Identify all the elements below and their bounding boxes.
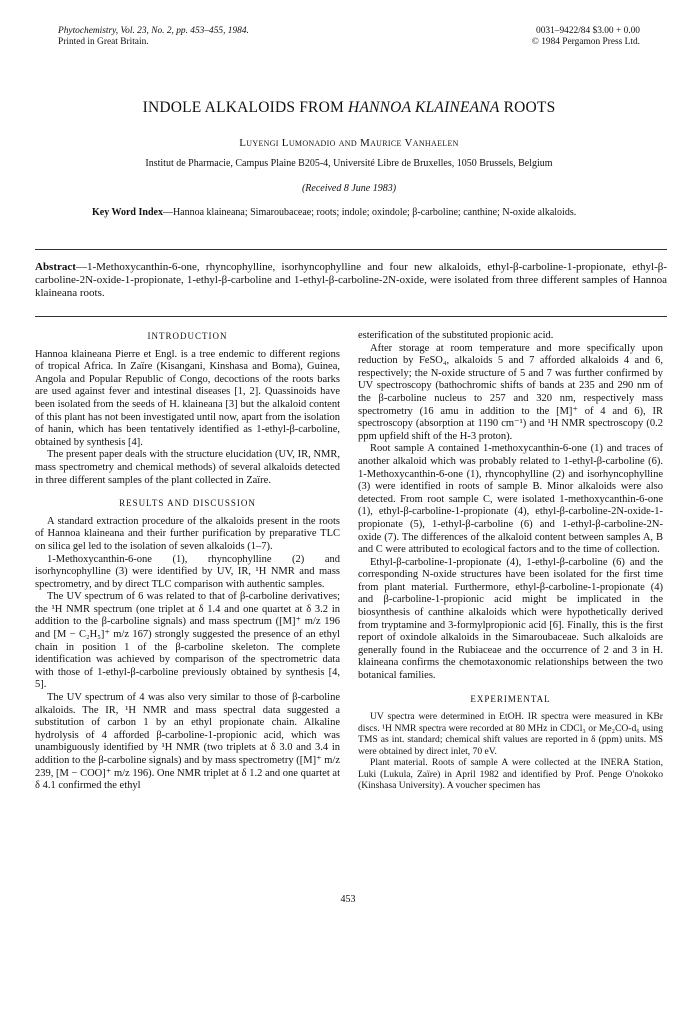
section-heading-results: RESULTS AND DISCUSSION (119, 498, 256, 509)
article-code: 0031–9422/84 $3.00 + 0.00 (536, 26, 640, 36)
paragraph: Hannoa klaineana Pierre et Engl. is a tree endemic to different regions of tropical Africa. In Zaïre (Kisangani, Kinshasa and Boma), Guinea, Angola and Popular Republic of Congo, decoctions of the roots barks are used against fever and intestinal diseases [1, 2]. Quassinoids have been isolated from the seeds of H. klaineana [3] but the alkaloid content of this plant has not been investigated until now, apart from the isolation of hanin, which has been tentatively identified as 1-ethyl-β-carboline, obtained by synthesis [4]. (35, 348, 340, 448)
keywords (92, 207, 612, 219)
divider-bottom (35, 316, 667, 317)
keywords-text: —Hannoa klaineana; Simaroubaceae; roots; indole; oxindole; β-carboline; canthine; N-oxide alkaloids. (162, 207, 577, 218)
authors: Luyengi Lumonadio and Maurice Vanhaelen (239, 137, 459, 149)
paragraph: UV spectra were determined in EtOH. IR spectra were measured in KBr discs. ¹H NMR spectra were recorded at 80 MHz in CDCl₃ or Me₂CO-d₆ using TMS as int. standard; chemical shift values are reported in δ (ppm) units. MS were obtained by direct inlet, 70 eV. (358, 711, 663, 757)
paragraph: After storage at room temperature and more specifically upon reduction by FeSO₄, alkaloids 5 and 7 afforded alkaloids 4 and 6, respectively; the N-oxide structure of 5 and 7 was further confirmed by UV spectroscopy (bathochromic shifts of bands at 235 and 290 nm of the β-carboline nucleus to 257 and 320 nm, respectively mass spectrometry (16 amu in addition to the [M]⁺ of 4 and 6), IR spectroscopy (absorption at 1190 cm⁻¹) and ¹H NMR spectroscopy (0.2 ppm upfield shift of the H-3 proton). (358, 342, 663, 442)
copyright: © 1984 Pergamon Press Ltd. (531, 37, 640, 47)
affiliation: Institut de Pharmacie, Campus Plaine B205-4, Université Libre de Bruxelles, 1050 Brussels, Belgium (145, 158, 553, 169)
title-species: HANNOA KLAINEANA (348, 99, 500, 116)
divider-top (35, 249, 667, 250)
paragraph: The UV spectrum of 6 was related to that of β-carboline derivatives; the ¹H NMR spectrum (one triplet at δ 1.4 and one quartet at δ 3.2 in addition to the β-carboline signals) and mass spectrum ([M]⁺ m/z 196 and [M − C₂H₅]⁺ m/z 167) strongly suggested the presence of an ethyl chain in position 1 of the β-carboline skeleton. The complete identification was achieved by comparison of the spectrometric data with those of 1-ethyl-β-carboline previously obtained by synthesis [4, 5]. (35, 591, 340, 691)
paragraph: A standard extraction procedure of the alkaloids present in the roots of Hannoa klaineana and their further purification by preparative TLC on silica gel led to the isolation of seven alkaloids (1–7). (35, 515, 340, 552)
page-number: 453 (340, 894, 356, 905)
abstract-label: Abstract (35, 261, 76, 273)
printed-note: Printed in Great Britain. (58, 37, 149, 47)
paragraph: 1-Methoxycanthin-6-one (1), rhyncophylline (2) and isorhyncophylline (3) were identified by UV, IR, ¹H NMR and mass spectrometry, and by direct TLC comparison with authentic samples. (35, 553, 340, 590)
journal-citation: Phytochemistry, Vol. 23, No. 2, pp. 453–455, 1984. (58, 26, 249, 36)
paragraph: esterification of the substituted propionic acid. (358, 330, 554, 341)
abstract (35, 261, 667, 300)
paragraph: The present paper deals with the structure elucidation (UV, IR, NMR, mass spectrometry and chemical methods) of several alkaloids detected in three different samples of the plant collected in Zaïre. (35, 449, 340, 486)
paragraph: Ethyl-β-carboline-1-propionate (4), 1-ethyl-β-carboline (6) and the corresponding N-oxide structures have been isolated for the first time from plant material. Furthermore, ethyl-β-carboline-1-propionate (4) and β-carboline-1-propionic acid might be implicated in the biosynthesis of canthine alkaloids which were hypothetically derived from tryptamine and 3-formylpropionic acid [6]. Finally, this is the first report of oxindole alkaloids in the Simaroubaceae. Such alkaloids are generally found in the Rubiaceae and the occurrence of 2 and 3 in H. klaineana confirms the chemotaxonomic relationships between the two botanical families. (358, 556, 663, 682)
section-heading-experimental: EXPERIMENTAL (470, 693, 551, 704)
right-column (358, 330, 663, 792)
received-date: (Received 8 June 1983) (301, 183, 397, 194)
keywords-label: Key Word Index (92, 207, 163, 218)
left-column (35, 330, 340, 793)
paragraph: Root sample A contained 1-methoxycanthin-6-one (1) and traces of another alkaloid which was probably related to 1-ethyl-β-carboline (6). 1-Methoxycanthin-6-one (1), rhyncophylline (2) and isorhyncophylline (3) were identified in roots of sample B. Minor alkaloids were also detected. From root sample C, were isolated 1-methoxycanthin-6-one (1), ethyl-β-carboline-1-propionate (4), ethyl-β-carboline-2N-oxide-1-propionate (5), 1-ethyl-β-carboline (6) and 1-ethyl-β-carboline-2N-oxide (7). The differences of the alkaloid content between samples A, B and C were attributed to ecological factors and to the time of collection. (358, 443, 663, 556)
paragraph: The UV spectrum of 4 was also very similar to those of β-carboline alkaloids. The IR, ¹H NMR and mass spectral data suggested a substitution of carbon 1 by an ethyl propionate chain. Alkaline hydrolysis of 4 afforded β-carboline-1-propionic acid, which was unambiguously identified by ¹H NMR (two triplets at δ 3.0 and 3.4 in addition to the β-carboline signals) and by mass spectrometry ([M]⁺ m/z 239, [M − COO]⁺ m/z 196). One NMR triplet at δ 1.2 and one quartet at δ 4.1 confirmed the ethyl (35, 692, 340, 792)
paper-title: INDOLE ALKALOIDS FROM HANNOA KLAINEANA ROOTS (142, 99, 556, 116)
abstract-text: —1-Methoxycanthin-6-one, rhyncophylline, isorhyncophylline and four new alkaloids, ethyl-β-carboline-1-propionate, ethyl-β-carboline-2N-oxide-1-propionate, 1-ethyl-β-carboline and 1-ethyl-β-carboline-2N-oxide, were isolated from three different samples of Hannoa klaineana roots. (35, 261, 667, 299)
paragraph: Plant material. Roots of sample A were collected at the INERA Station, Luki (Lukula, Zaïre) in April 1982 and identified by Prof. Penge O'nokoko (Kinshasa University). A voucher specimen has (358, 757, 663, 792)
section-heading-introduction: INTRODUCTION (147, 331, 228, 341)
